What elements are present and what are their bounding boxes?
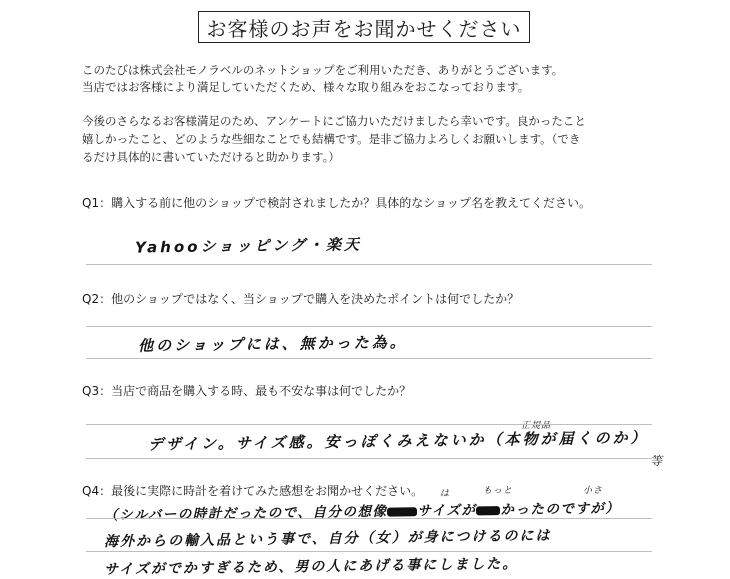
intro-text: るだけ具体的に書いていただけると助かります。） [82, 150, 340, 164]
answer-4-note: もっと [483, 486, 514, 496]
question-2: Q2：他のショップではなく、当ショップで購入を決めたポイントは何でしたか？ [82, 292, 520, 306]
answer-3: デザイン。サイズ感。安っぽくみえないか（本物が届くのか） [147, 428, 649, 454]
intro-text: このたびは株式会社モノラベルのネットショップをご利用いただき、ありがとうございます。 [82, 63, 564, 77]
answer-4-line-3: サイズがでかすぎるため、男の人にあげる事にしました。 [103, 556, 519, 578]
answer-4-line-2: 海外からの輸入品という事で、自分（女）が身につけるのには [103, 527, 552, 551]
answer-line [86, 518, 652, 519]
scribble-mark [387, 507, 417, 516]
intro-text: 嬉しかったこと、どのような些細なことでも結構です。是非ご協力よろしくお願いします。（でき [82, 132, 581, 146]
answer-line [86, 458, 652, 459]
answer-4-note: 小さ [583, 486, 604, 496]
answer-1: Yahooショッピング・楽天 [134, 235, 363, 257]
intro-text: 今後のさらなるお客様満足のため、アンケートにご協力いただけましたら幸いです。良かったこと [82, 114, 586, 128]
answer-4-text: かったのですが） [500, 500, 621, 519]
answer-4-text: （シルバーの時計だったので、自分の想像 [103, 503, 388, 524]
question-4: Q4：最後に実際に時計を着けてみた感想をお聞かせください。 [82, 484, 424, 498]
answer-line [86, 551, 652, 552]
answer-3-note: 正規品 [521, 421, 552, 431]
scribble-mark [476, 506, 500, 515]
answer-3-note: 等 [650, 454, 664, 468]
answer-4-line-1 [104, 496, 621, 523]
answer-4-text: サイズが [417, 502, 477, 520]
answer-line [86, 326, 652, 327]
answer-4-note: は [440, 489, 451, 499]
answer-line [86, 358, 652, 359]
question-3: Q3：当店で商品を購入する時、最も不安な事は何でしたか？ [82, 384, 412, 398]
page-title: お客様のお声をお聞かせください [198, 11, 530, 43]
intro-text: 当店ではお客様により満足していただくため、様々な取り組みをおこなっております。 [82, 80, 530, 94]
answer-2: 他のショップには、無かった為。 [137, 333, 408, 355]
answer-line [86, 264, 652, 265]
answer-line [86, 424, 652, 425]
question-1: Q1：購入する前に他のショップで検討されましたか？具体的なショップ名を教えてください。 [82, 196, 591, 210]
